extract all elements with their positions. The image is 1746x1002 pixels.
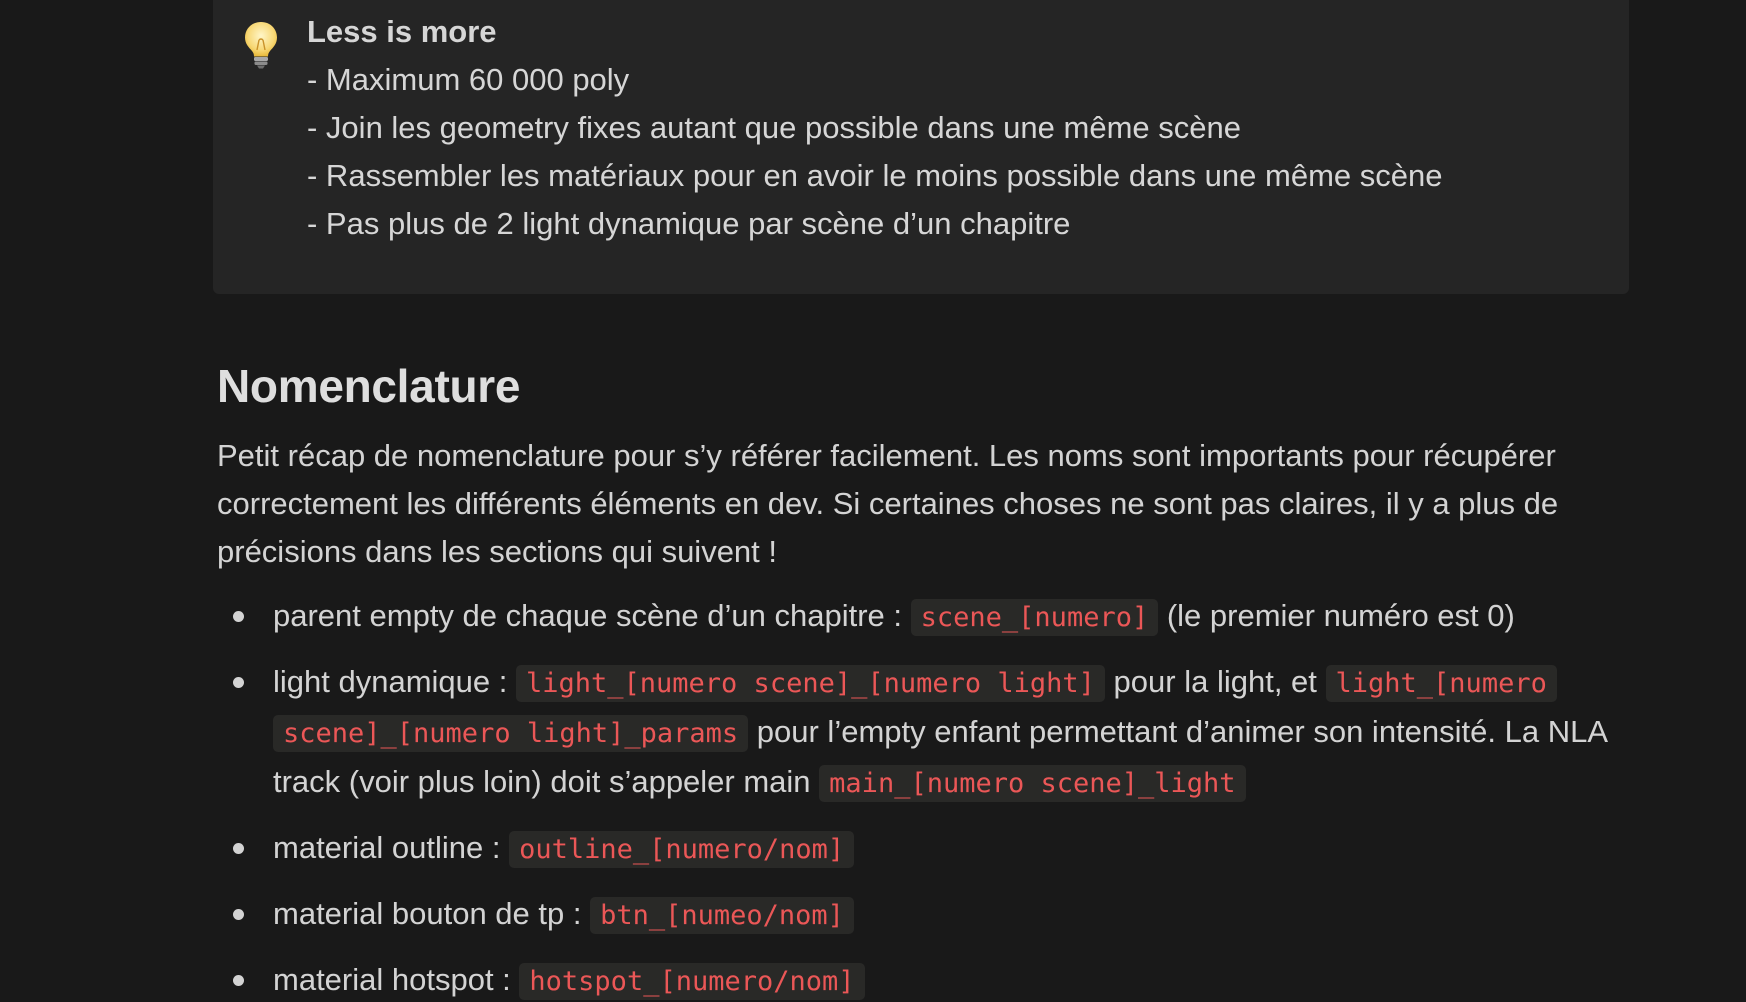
list-item-text: material hotspot : — [273, 962, 520, 997]
inline-code: light_[numero scene]_[numero light] — [516, 665, 1105, 702]
callout-body — [307, 8, 1442, 248]
bullet-list — [217, 592, 1637, 1002]
inline-code: btn_[numeo/nom] — [590, 897, 854, 934]
section-heading: Nomenclature — [217, 360, 521, 412]
list-item-text: pour la light, et — [1104, 664, 1326, 699]
inline-code: main_[numero scene]_light — [819, 765, 1245, 802]
callout-block — [213, 0, 1629, 294]
bullet-dot-icon — [233, 909, 244, 920]
list-item — [217, 890, 1637, 940]
list-item-text: (le premier numéro est 0) — [1158, 598, 1515, 633]
bullet-dot-icon — [233, 611, 244, 622]
list-item-text: material outline : — [273, 830, 510, 865]
inline-code: light_[numero scene]_[numero light]_params — [273, 665, 1557, 752]
lightbulb-icon — [243, 20, 279, 70]
callout-line: - Maximum 60 000 poly — [307, 62, 630, 97]
bullet-dot-icon — [233, 677, 244, 688]
bullet-dot-icon — [233, 843, 244, 854]
intro-paragraph: Petit récap de nomenclature pour s’y référer facilement. Les noms sont importants pour récupérer correctement les différents éléments en dev. Si certaines choses ne sont pas claires, il y a plus de précisions dans les sections qui suivent ! — [217, 438, 1559, 569]
bullet-dot-icon — [233, 975, 244, 986]
inline-code: outline_[numero/nom] — [509, 831, 854, 868]
list-item — [217, 824, 1637, 874]
callout-line: - Join les geometry fixes autant que possible dans une même scène — [307, 110, 1241, 145]
list-item-text: material bouton de tp : — [273, 896, 591, 931]
callout-title: Less is more — [307, 14, 497, 49]
list-item-text: parent empty de chaque scène d’un chapitre : — [273, 598, 911, 633]
list-item — [217, 956, 1637, 1002]
list-item-text: pour l’empty enfant permettant d’animer son intensité. La NLA track (voir plus loin) doit s’appeler main — [273, 714, 1607, 799]
list-item-text: light dynamique : — [273, 664, 516, 699]
inline-code: scene_[numero] — [911, 599, 1159, 636]
callout-line: - Pas plus de 2 light dynamique par scène d’un chapitre — [307, 206, 1071, 241]
list-item — [217, 592, 1637, 642]
callout-line: - Rassembler les matériaux pour en avoir le moins possible dans une même scène — [307, 158, 1443, 193]
list-item — [217, 658, 1637, 808]
inline-code: hotspot_[numero/nom] — [519, 963, 864, 1000]
